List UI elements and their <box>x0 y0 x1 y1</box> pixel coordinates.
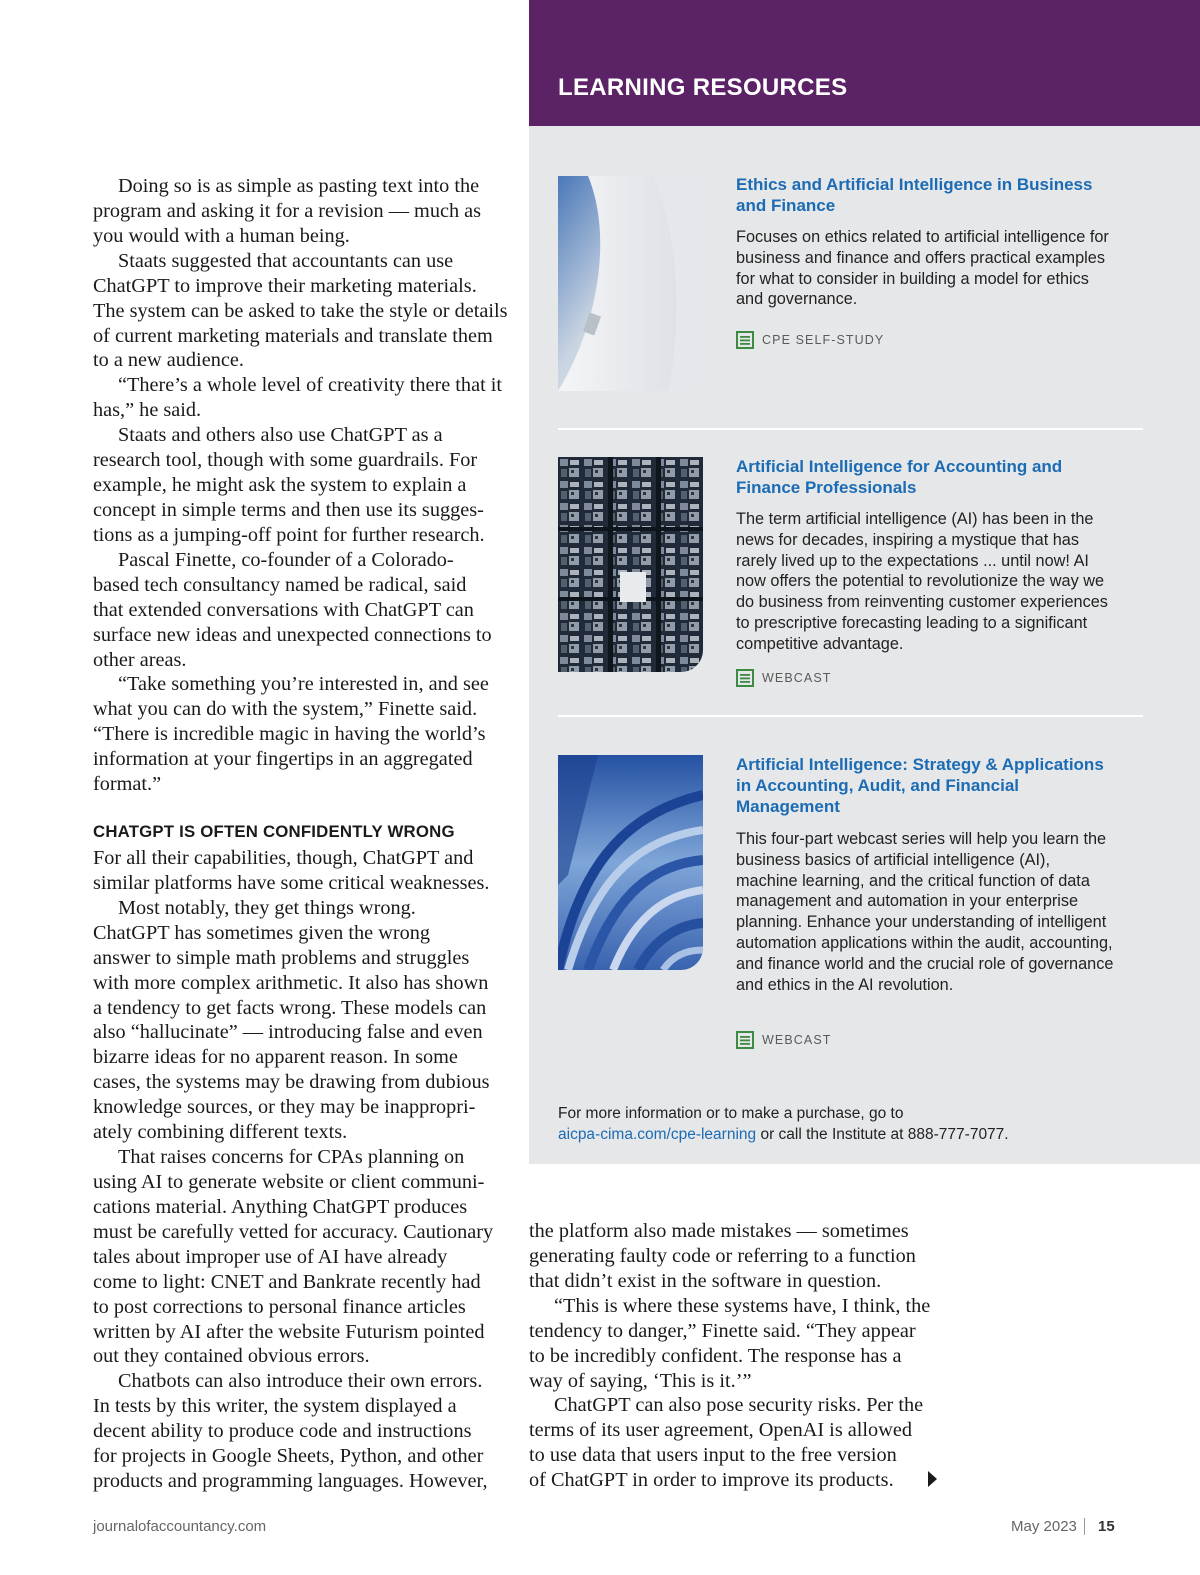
body-line: For all their capabilities, though, ChatGPT and <box>93 847 474 869</box>
learning-resources-sidebar <box>529 0 1200 1164</box>
body-line: Chatbots can also introduce their own errors. <box>118 1370 483 1393</box>
body-line: must be carefully vetted for accuracy. Cautionary <box>93 1220 494 1243</box>
course-type-label: WEBCAST <box>762 671 832 685</box>
body-line: cases, the systems may be drawing from dubious <box>93 1071 490 1094</box>
body-line: In tests by this writer, the system displayed a <box>93 1395 457 1418</box>
body-line: to a new audience. <box>93 349 244 372</box>
body-line: “Take something you’re interested in, and see <box>118 673 489 696</box>
body-line: ChatGPT has sometimes given the wrong <box>93 921 431 944</box>
body-line: ChatGPT to improve their marketing materials. <box>93 274 477 297</box>
body-line: of ChatGPT in order to improve its products. <box>529 1469 894 1492</box>
body-line: decent ability to produce code and instructions <box>93 1420 472 1443</box>
body-line: ately combining different texts. <box>93 1121 348 1144</box>
course-type <box>736 668 832 688</box>
body-line: program and asking it for a revision — much as <box>93 199 482 222</box>
body-line: terms of its user agreement, OpenAI is allowed <box>529 1419 912 1442</box>
document-icon <box>736 669 754 687</box>
body-line: that didn’t exist in the software in question. <box>529 1269 882 1292</box>
body-line: using AI to generate website or client communi- <box>93 1170 485 1193</box>
footer-separator <box>1084 1518 1085 1535</box>
body-line: Staats suggested that accountants can use <box>118 249 454 272</box>
course-type-label: CPE SELF-STUDY <box>762 333 885 347</box>
body-line: “There’s a whole level of creativity there that it <box>118 374 503 397</box>
cpe-learning-link[interactable]: aicpa-cima.com/cpe-learning <box>558 1126 757 1143</box>
sidebar-title: LEARNING RESOURCES <box>558 74 848 101</box>
website-url: journalofaccountancy.com <box>93 1518 267 1535</box>
body-line: for projects in Google Sheets, Python, and other <box>93 1445 484 1468</box>
divider <box>558 428 1143 430</box>
body-line: That raises concerns for CPAs planning on <box>118 1146 465 1169</box>
body-line: knowledge sources, or they may be inappropri- <box>93 1096 476 1119</box>
body-line: what you can do with the system,” Finette said. <box>93 698 478 721</box>
course-type-label: WEBCAST <box>762 1033 832 1047</box>
body-line: with more complex arithmetic. It also has shown <box>93 971 489 994</box>
purchase-info-prefix: For more information or to make a purchase, go to <box>558 1105 904 1122</box>
course-thumbnail <box>558 176 703 391</box>
purchase-info-suffix: or call the Institute at 888-777-7077. <box>756 1126 1009 1143</box>
page-number: 15 <box>1098 1518 1115 1535</box>
article-column-1-continued <box>93 846 513 1494</box>
city-aerial-image <box>558 457 703 672</box>
body-line: way of saying, ‘This is it.’” <box>529 1369 752 1392</box>
course-thumbnail <box>558 457 703 672</box>
body-line: similar platforms have some critical weaknesses. <box>93 871 490 894</box>
course-description: This four-part webcast series will help you learn the business basics of artificial intelligence (AI), machine learning, and the critical function of data management and automation in your enterprise planning. Enhance your understanding of intelligent automation applications within the audit, accounting, and finance world and the crucial role of governance and ethics in the AI revolution. <box>736 830 1114 994</box>
course-type <box>736 330 884 350</box>
body-line: format.” <box>93 773 162 796</box>
body-line: research tool, though with some guardrails. For <box>93 449 478 472</box>
body-line: you would with a human being. <box>93 224 350 247</box>
body-line: generating faulty code or referring to a function <box>529 1244 916 1267</box>
section-heading: CHATGPT IS OFTEN CONFIDENTLY WRONG <box>93 822 455 841</box>
body-line: answer to simple math problems and struggles <box>93 946 470 969</box>
body-line: has,” he said. <box>93 399 202 422</box>
divider <box>558 715 1143 717</box>
body-line: The system can be asked to take the style or details <box>93 299 508 322</box>
architecture-image <box>558 176 703 391</box>
body-line: tions as a jumping-off point for further research. <box>93 523 485 546</box>
body-line: to post corrections to personal finance articles <box>93 1295 466 1318</box>
body-line: a tendency to get facts wrong. These models can <box>93 996 487 1019</box>
body-line: tales about improper use of AI have already <box>93 1245 448 1268</box>
body-line: the platform also made mistakes — sometimes <box>529 1220 909 1242</box>
body-line: that extended conversations with ChatGPT can <box>93 598 474 621</box>
course-type <box>736 1030 832 1050</box>
body-line: other areas. <box>93 648 187 671</box>
body-line: of current marketing materials and translate them <box>93 324 493 347</box>
purchase-info <box>558 1103 1158 1145</box>
document-icon <box>736 1031 754 1049</box>
body-line: written by AI after the website Futurism pointed <box>93 1320 485 1343</box>
course-title[interactable]: Artificial Intelligence for Accounting and Finance Professionals <box>736 457 1063 497</box>
body-line: “This is where these systems have, I think, the <box>554 1294 931 1317</box>
body-line: concept in simple terms and then use its sugges- <box>93 498 484 521</box>
body-line: based tech consultancy named be radical, said <box>93 573 467 596</box>
course-thumbnail <box>558 755 703 970</box>
blue-curves-image <box>558 755 703 970</box>
body-line: products and programming languages. However, <box>93 1470 488 1493</box>
body-line: information at your fingertips in an aggregated <box>93 748 473 771</box>
body-line: example, he might ask the system to explain a <box>93 474 467 497</box>
body-line: Staats and others also use ChatGPT as a <box>118 424 443 447</box>
body-line: surface new ideas and unexpected connections to <box>93 623 492 646</box>
body-line: also “hallucinate” — introducing false and even <box>93 1021 483 1044</box>
body-line: out they contained obvious errors. <box>93 1345 370 1368</box>
course-description: Focuses on ethics related to artificial intelligence for business and finance and offers practical examples for what to consider in building a model for ethics and governance. <box>736 228 1109 309</box>
body-line: to be incredibly confident. The response has a <box>529 1344 902 1367</box>
body-line: Pascal Finette, co-founder of a Colorado- <box>118 548 454 571</box>
body-line: Most notably, they get things wrong. <box>118 896 416 919</box>
sidebar-header <box>529 0 1200 126</box>
body-line: “There is incredible magic in having the world’s <box>93 723 486 746</box>
body-line: come to light: CNET and Bankrate recently had <box>93 1270 481 1293</box>
article-column-1 <box>93 174 513 797</box>
document-icon <box>736 331 754 349</box>
course-title[interactable]: Ethics and Artificial Intelligence in Business and Finance <box>736 175 1093 215</box>
course-title[interactable]: Artificial Intelligence: Strategy & Applications in Accounting, Audit, and Financial Management <box>736 755 1104 816</box>
body-line: to use data that users input to the free version <box>529 1444 897 1467</box>
triangle-right-icon <box>928 1471 937 1487</box>
article-column-2 <box>529 1219 949 1493</box>
body-line: cations material. Anything ChatGPT produces <box>93 1195 468 1218</box>
course-description: The term artificial intelligence (AI) has been in the news for decades, inspiring a mystique that has rarely lived up to the expectations ... until now! AI now offers the potential to revolutionize the way we do business from reinventing customer experiences to prescriptive forecasting leading to a significant competitive advantage. <box>736 510 1108 653</box>
body-line: Doing so is as simple as pasting text into the <box>118 175 480 197</box>
body-line: ChatGPT can also pose security risks. Per the <box>554 1394 924 1417</box>
body-line: bizarre ideas for no apparent reason. In some <box>93 1046 458 1069</box>
body-line: tendency to danger,” Finette said. “They appear <box>529 1319 916 1342</box>
issue-date: May 2023 <box>1011 1518 1077 1535</box>
